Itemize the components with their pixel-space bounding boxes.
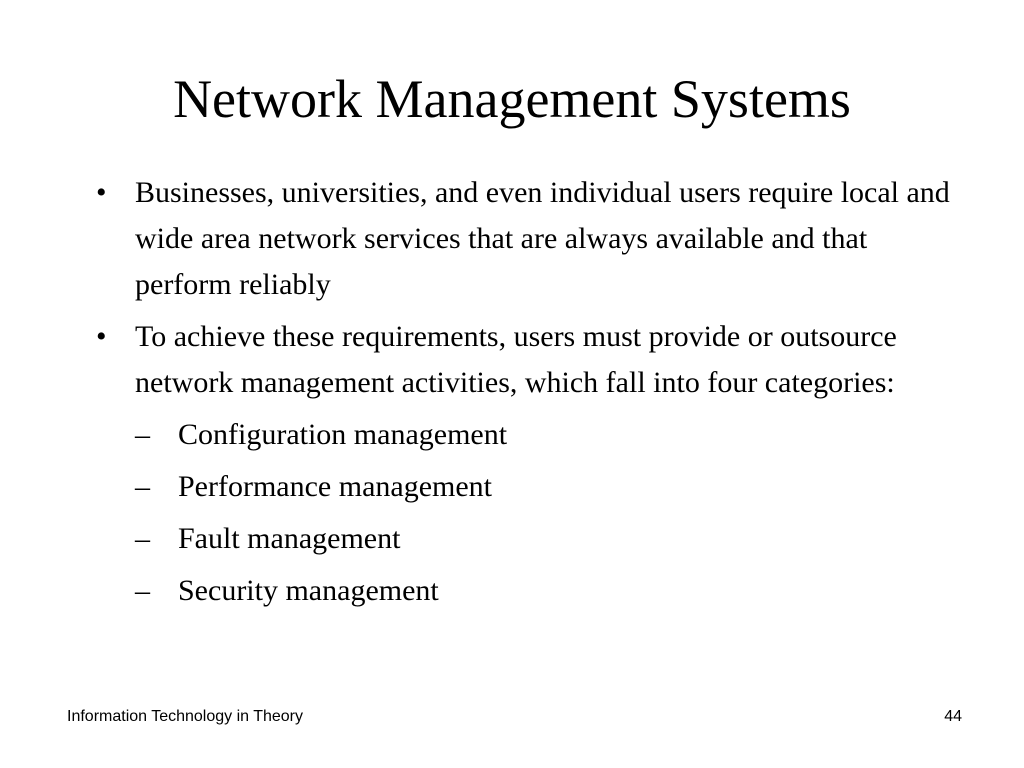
footer-page-number: 44	[944, 708, 962, 725]
dash-icon: –	[135, 418, 150, 451]
sub-bullet-item	[135, 568, 952, 614]
dash-icon: –	[135, 522, 150, 555]
bullet-list	[92, 170, 952, 620]
bullet-icon: •	[96, 176, 107, 209]
sub-bullet-text: Configuration management	[178, 418, 508, 451]
slide-title: Network Management Systems	[173, 69, 851, 129]
footer-course-title: Information Technology in Theory	[67, 708, 303, 725]
sub-bullet-item	[135, 516, 952, 562]
dash-icon: –	[135, 574, 150, 607]
sub-bullet-text: Performance management	[178, 470, 493, 503]
bullet-text: To achieve these requirements, users must provide or outsource network management activities, which fall into four categories:	[135, 320, 897, 399]
dash-icon: –	[135, 470, 150, 503]
bullet-text: Businesses, universities, and even individual users require local and wide area network services that are always available and that perform reliably	[135, 176, 950, 301]
sub-bullet-item	[135, 464, 952, 510]
sub-bullet-text: Security management	[178, 574, 439, 607]
sub-bullet-item	[135, 412, 952, 458]
bullet-item	[92, 314, 952, 614]
sub-bullet-list	[135, 412, 952, 614]
sub-bullet-text: Fault management	[178, 522, 401, 555]
bullet-item	[92, 170, 952, 308]
bullet-icon: •	[96, 320, 107, 353]
